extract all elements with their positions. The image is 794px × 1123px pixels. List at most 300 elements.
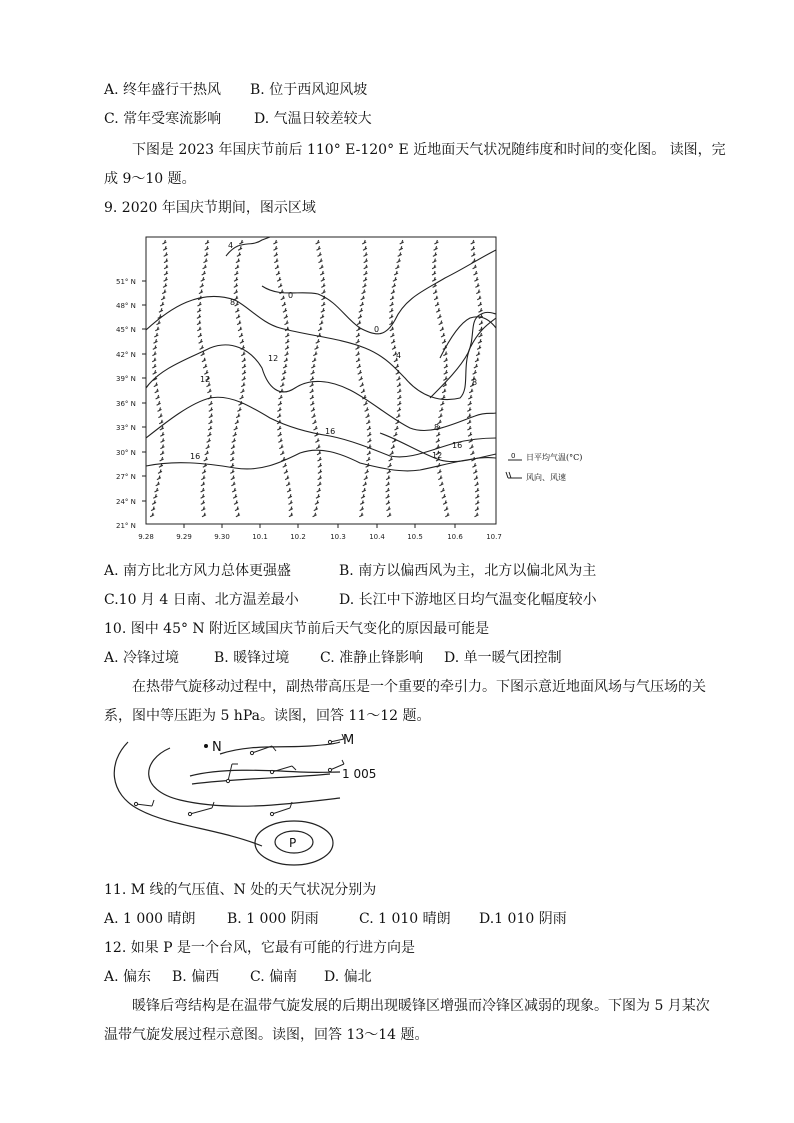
wind-barb [321, 283, 325, 287]
wind-barb [397, 383, 401, 387]
wind-barb [207, 389, 211, 393]
wind-barb [201, 488, 205, 492]
wind-barb [364, 401, 368, 405]
wind-barb [204, 252, 208, 256]
wind-barb [209, 414, 213, 418]
wind-barb [230, 463, 234, 467]
wind-barb [231, 476, 235, 480]
wind-barb [274, 246, 278, 250]
wind-barb [319, 321, 323, 325]
wind-barb [397, 376, 401, 380]
wind-barb [234, 277, 238, 281]
wind-barb [310, 383, 314, 387]
wind-barb [468, 395, 472, 399]
wind-barb [155, 389, 159, 393]
wind-barb [391, 290, 395, 294]
q11-option-b: B. 1 000 阴雨 [227, 911, 319, 927]
wind-barb [467, 420, 471, 424]
wind-barb [316, 339, 320, 343]
wind-barb [468, 401, 472, 405]
wind-barb [202, 513, 206, 517]
wind-barb [276, 271, 280, 275]
wind-barb [201, 500, 205, 504]
wind-barb [318, 463, 322, 467]
q11-option-c: C. 1 010 晴朗 [359, 911, 451, 927]
wind-barb [386, 488, 390, 492]
wind-barb [470, 445, 474, 449]
x-tick: 9.28 [138, 533, 154, 541]
wind-barb [399, 246, 403, 250]
wind-barb [197, 327, 201, 331]
wind-barb [152, 358, 156, 362]
wind-barb [158, 407, 162, 411]
wind-barb [436, 438, 440, 442]
wind-barb [152, 352, 156, 356]
wind-barb [362, 240, 366, 244]
legend-wind-barb-icon [506, 472, 522, 478]
wind-barb [284, 469, 288, 473]
wind-barb [316, 494, 320, 498]
wind-barb [202, 358, 206, 362]
wind-barb [237, 407, 241, 411]
wind-barb [277, 407, 281, 411]
wind-barb [362, 290, 366, 294]
wind-barb [467, 426, 471, 430]
wind-barb [475, 358, 479, 362]
wind-barb [231, 445, 235, 449]
wind-barb [475, 283, 479, 287]
wind-barb [199, 339, 203, 343]
wind-barb [469, 389, 473, 393]
wind-barb [472, 463, 476, 467]
wind-barb [443, 352, 447, 356]
legend-isotherm-label: 日平均气温(°C) [526, 453, 583, 462]
wind-barb [157, 476, 161, 480]
wind-barb [442, 339, 446, 343]
wind-barb [443, 376, 447, 380]
wind-barb [392, 345, 396, 349]
wind-barb [235, 302, 239, 306]
wind-barb [437, 469, 441, 473]
wind-barb [207, 432, 211, 436]
wind-barb [359, 308, 363, 312]
wind-barb [357, 321, 361, 325]
x-tick: 9.30 [214, 533, 230, 541]
wind-barb [367, 432, 371, 436]
wind-barb [235, 420, 239, 424]
wind-barb [283, 308, 287, 312]
wind-barb [231, 451, 235, 455]
wind-barb [467, 407, 471, 411]
wind-barb [441, 488, 445, 492]
wind-barb [435, 302, 439, 306]
label-P: P [289, 836, 297, 850]
wind-barb [474, 476, 478, 480]
wind-barb [321, 277, 325, 281]
q9-option-b: B. 南方以偏西风为主，北方以偏北风为主 [339, 563, 597, 579]
x-tick: 10.7 [486, 533, 502, 541]
wind-barb [289, 500, 293, 504]
contour-label: 0 [374, 325, 380, 334]
wind-barb [363, 482, 367, 486]
wind-barb [160, 432, 164, 436]
wind-barb [317, 451, 321, 455]
wind-barb [285, 339, 289, 343]
wind-barb [153, 494, 157, 498]
contour-label: 8 [472, 378, 478, 387]
wind-barb [477, 296, 481, 300]
isobar-outer [114, 742, 262, 846]
wind-barb [475, 500, 479, 504]
wind-barb [310, 401, 314, 405]
wind-barb [198, 302, 202, 306]
wind-barb [197, 314, 201, 318]
wind-barb [163, 283, 167, 287]
wind-barb [230, 469, 234, 473]
q8-options-row2 [104, 109, 372, 129]
wind-barb [155, 488, 159, 492]
wind-barb [316, 445, 320, 449]
wind-barb [200, 345, 204, 349]
wind-barb [473, 265, 477, 269]
q8-option-c: C. 常年受寒流影响 [104, 111, 222, 127]
wind-barb [390, 296, 394, 300]
wind-barb [152, 364, 156, 368]
wind-barb [479, 308, 483, 312]
wind-barb [438, 414, 442, 418]
contour-label: 12 [268, 354, 279, 363]
wind-barb [153, 345, 157, 349]
y-tick: 39° N [116, 375, 136, 383]
wind-barb [277, 277, 281, 281]
wind-barb [467, 414, 471, 418]
wind-barb [235, 507, 239, 511]
wind-barb [285, 476, 289, 480]
wind-barb [318, 327, 322, 331]
wind-barb [442, 389, 446, 393]
wind-barb [394, 271, 398, 275]
wind-barb [282, 302, 286, 306]
wind-barb [283, 463, 287, 467]
wind-barb [150, 513, 154, 517]
q10-stem: 10. 图中 45° N 附近区域国庆节前后天气变化的原因最可能是 [104, 621, 490, 637]
wind-barb [434, 296, 438, 300]
wind-barb [289, 513, 293, 517]
q10-options-row [104, 648, 562, 668]
wind-barb [208, 426, 212, 430]
y-tick: 42° N [116, 351, 136, 359]
wind-barb [278, 438, 282, 442]
wind-barb [364, 252, 368, 256]
wind-barb [201, 507, 205, 511]
wind-barb [432, 265, 436, 269]
wind-barb [477, 345, 481, 349]
wind-barb [284, 314, 288, 318]
wind-barb [242, 358, 246, 362]
wind-barb [280, 383, 284, 387]
wind-barb [432, 259, 436, 263]
wind-barb [318, 457, 322, 461]
wind-barb [360, 507, 364, 511]
wind-barb [360, 302, 364, 306]
wind-barb [471, 246, 475, 250]
wind-barb [159, 420, 163, 424]
wind-barb [279, 445, 283, 449]
wind-barb [151, 507, 155, 511]
wind-barb [164, 271, 168, 275]
wind-barb [163, 246, 167, 250]
label-M: M [343, 734, 355, 748]
pressure-diagram [0, 734, 794, 874]
q11-option-d: D.1 010 阴雨 [479, 911, 567, 927]
wind-barb [239, 240, 243, 244]
wind-barb [278, 432, 282, 436]
x-tick: 10.5 [407, 533, 423, 541]
wind-barb [475, 482, 479, 486]
wind-barb [197, 308, 201, 312]
isobar-M [220, 742, 340, 754]
wind-barb [155, 327, 159, 331]
legend-isotherm-sample: 0 [511, 452, 516, 460]
wind-barb [474, 364, 478, 368]
wind-barb [207, 438, 211, 442]
wind-barb [280, 451, 284, 455]
wind-barb [444, 370, 448, 374]
wind-barb [439, 482, 443, 486]
wind-barb [289, 507, 293, 511]
wind-barb [232, 438, 236, 442]
wind-barb [317, 482, 321, 486]
q9-stem: 9. 2020 年国庆节期间，图示区域 [104, 200, 316, 216]
wind-barb [236, 414, 240, 418]
wind-barb [234, 500, 238, 504]
wind-barb [443, 500, 447, 504]
wind-barb [153, 370, 157, 374]
y-tick: 21° N [116, 522, 136, 530]
wind-barb [160, 451, 164, 455]
wind-barb [159, 308, 163, 312]
q9-options-row1 [104, 561, 596, 581]
wind-barb [234, 271, 238, 275]
wind-barb [314, 426, 318, 430]
wind-barb [398, 252, 402, 256]
wind-barb [231, 482, 235, 486]
contour-label: 16 [190, 452, 201, 461]
q12-option-a: A. 偏东 [104, 969, 152, 985]
wind-barb [367, 426, 371, 430]
wind-barb [389, 457, 393, 461]
wind-barb [471, 240, 475, 244]
wind-barb [364, 476, 368, 480]
wind-barb [202, 271, 206, 275]
q8-option-b: B. 位于西风迎风坡 [250, 82, 368, 98]
wind-barb [241, 389, 245, 393]
wind-barb [365, 469, 369, 473]
contour-label: 16 [325, 427, 336, 436]
y-tick: 51° N [116, 278, 136, 286]
wind-barb [362, 488, 366, 492]
wind-barb [232, 488, 236, 492]
wind-barb [156, 482, 160, 486]
y-tick: 30° N [116, 449, 136, 457]
isobar-mid [149, 748, 340, 806]
wind-barb [395, 364, 399, 368]
wind-barb [437, 314, 441, 318]
wind-barb [478, 302, 482, 306]
wind-barb [160, 457, 164, 461]
q11-stem: 11. M 线的气压值、N 处的天气状况分别为 [104, 882, 377, 898]
intro1-line2: 成 9～10 题。 [104, 171, 196, 187]
wind-barb [440, 401, 444, 405]
wind-barb [433, 252, 437, 256]
wind-barb [198, 333, 202, 337]
wind-barb [358, 314, 362, 318]
x-tick: 9.29 [176, 533, 192, 541]
isobar-inner [192, 774, 330, 784]
wind-barb [235, 265, 239, 269]
q11-options-row [104, 909, 567, 929]
wind-barb [389, 314, 393, 318]
wind-barb [203, 265, 207, 269]
point-N-marker [204, 744, 208, 748]
wind-barb [158, 469, 162, 473]
x-tick: 10.6 [447, 533, 463, 541]
wind-barb [359, 513, 363, 517]
wind-barb [161, 438, 165, 442]
wind-barb [164, 259, 168, 263]
wind-barb [361, 296, 365, 300]
contour-label: 8 [230, 298, 236, 307]
wind-barb [438, 476, 442, 480]
wind-barb [242, 376, 246, 380]
wind-barb [313, 352, 317, 356]
wind-barb [396, 414, 400, 418]
wind-barb [234, 290, 238, 294]
wind-barb [444, 364, 448, 368]
wind-barb [317, 488, 321, 492]
wind-barb [476, 290, 480, 294]
wind-barb [468, 432, 472, 436]
q10-option-a: A. 冷锋过境 [104, 650, 180, 666]
wind-barb [312, 358, 316, 362]
wind-barb [357, 364, 361, 368]
wind-barb [314, 507, 318, 511]
wind-barb [310, 395, 314, 399]
wind-barb [286, 482, 290, 486]
wind-barb [240, 339, 244, 343]
wind-barb [160, 302, 164, 306]
wind-barb [315, 345, 319, 349]
wind-barb [356, 352, 360, 356]
q10-option-b: B. 暖锋过境 [214, 650, 290, 666]
wind-barb [475, 507, 479, 511]
wind-barb [162, 290, 166, 294]
wind-barb [274, 259, 278, 263]
wind-barb [311, 370, 315, 374]
wind-barb [311, 364, 315, 368]
wind-barb [364, 271, 368, 275]
wind-barb [201, 277, 205, 281]
wind-barb [158, 414, 162, 418]
contour-label: 16 [452, 441, 463, 450]
wind-barb [475, 513, 479, 517]
wind-barb [205, 451, 209, 455]
wind-barb [366, 414, 370, 418]
wind-barb [434, 240, 438, 244]
wind-barb [439, 407, 443, 411]
wind-barb [387, 513, 391, 517]
contour-label: 8 [434, 423, 440, 432]
wind-barb [441, 395, 445, 399]
wind-barb [440, 327, 444, 331]
wind-barb [321, 302, 325, 306]
wind-barb [281, 296, 285, 300]
wind-barb [397, 407, 401, 411]
y-tick: 48° N [116, 302, 136, 310]
wind-barb [478, 339, 482, 343]
wind-barb [358, 370, 362, 374]
wind-barb [356, 358, 360, 362]
wind-barb [234, 426, 238, 430]
wind-barb [387, 507, 391, 511]
wind-barb [470, 451, 474, 455]
wind-barb [241, 352, 245, 356]
wind-barb [386, 482, 390, 486]
wind-barb [359, 376, 363, 380]
wind-barb [161, 296, 165, 300]
wind-barb [238, 246, 242, 250]
wind-barb [234, 283, 238, 287]
wind-barb [285, 333, 289, 337]
wind-barb [390, 333, 394, 337]
wind-barb [388, 463, 392, 467]
wind-barb [278, 283, 282, 287]
contour-label: 12 [200, 375, 211, 384]
wind-barb [152, 500, 156, 504]
wind-barb [313, 513, 317, 517]
intro3-line1: 暖锋后弯结构是在温带气旋发展的后期出现暖锋区增强而冷锋区减弱的现象。下图为 5 月某次 [132, 998, 710, 1014]
wind-barb [242, 370, 246, 374]
wind-barb [203, 364, 207, 368]
wind-barb [475, 494, 479, 498]
wind-barb [356, 339, 360, 343]
wind-barb [432, 277, 436, 281]
wind-barb [444, 358, 448, 362]
x-tick: 10.4 [369, 533, 385, 541]
wind-barb [154, 339, 158, 343]
wind-barb [200, 283, 204, 287]
wind-barb [432, 271, 436, 275]
wind-barb [386, 500, 390, 504]
wind-barb [154, 333, 158, 337]
wind-barb [312, 414, 316, 418]
legend-wind-label: 风向、风速 [526, 473, 566, 482]
wind-barb [238, 327, 242, 331]
isotherm-0-north [262, 250, 496, 334]
wind-barb [318, 476, 322, 480]
wind-barb [439, 321, 443, 325]
x-tick: 10.3 [330, 533, 346, 541]
wind-barb [209, 401, 213, 405]
wind-barb [434, 246, 438, 250]
wind-barb [386, 494, 390, 498]
wind-barb-icon [228, 764, 238, 781]
wind-barb [236, 259, 240, 263]
wind-barb [157, 401, 161, 405]
wind-barb [365, 407, 369, 411]
x-tick: 10.1 [252, 533, 268, 541]
wind-barb-icon [136, 800, 154, 806]
